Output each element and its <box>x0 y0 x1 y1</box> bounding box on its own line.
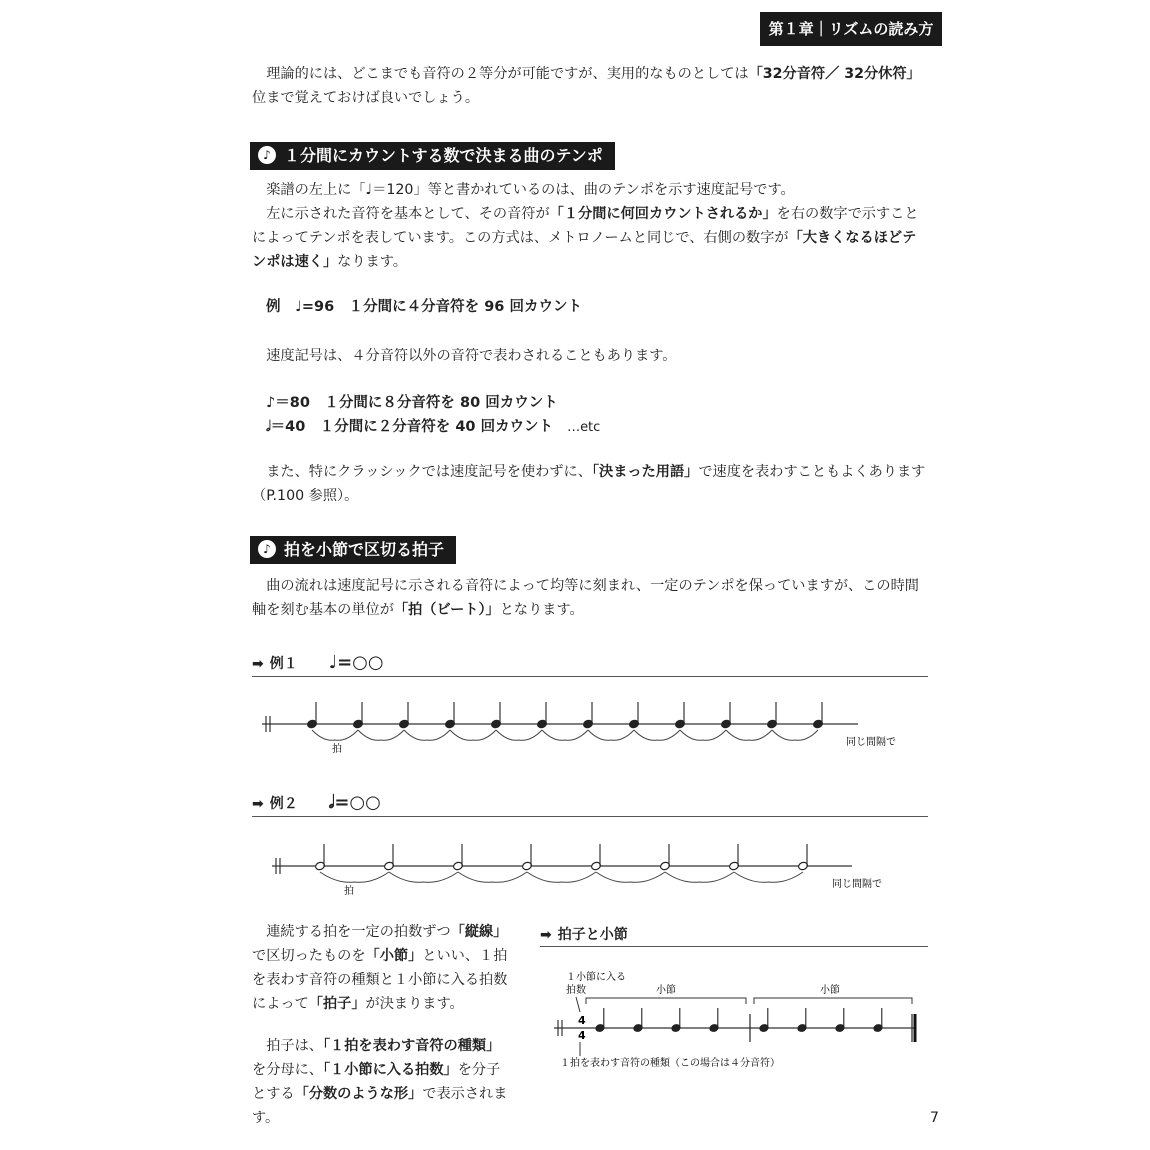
measure-label-2: 小節 <box>820 985 840 996</box>
intro-paragraph: 理論的には、どこまでも音符の２等分が可能ですが、実用的なものとしては「32分音符／ 32分休符」位まで覚えておけば良いでしょう。 <box>252 66 921 106</box>
time-signature-top: 4 <box>578 1014 586 1027</box>
pointer-line <box>576 997 580 1012</box>
tempo-paragraph-3: 速度記号は、４分音符以外の音符で表わされることもあります。 <box>266 348 677 364</box>
interval-label: 同じ間隔で <box>832 879 882 890</box>
measure-bracket <box>586 998 746 1004</box>
measure-paragraph: 連続する拍を一定の拍数ずつ「縦線」で区切ったものを「小節」といい、１拍を表わす音符の種類と１小節に入る拍数によって「拍子」が決まります。 <box>252 924 508 1012</box>
music-note-icon: ♪ <box>258 146 276 164</box>
example-1-label: ➡ 例１ ♩=○○ <box>252 652 384 673</box>
tempo-paragraph-2: 左に示された音符を基本として、その音符が「１分間に何回カウントされるか」を右の数字で示すことによってテンポを表しています。この方式は、メトロノームと同じで、右側の数字が「大きくなるほどテンポは速く」なります。 <box>252 206 919 270</box>
section-heading-meter: ♪ 拍を小節で区切る拍子 <box>250 536 456 564</box>
interval-label: 同じ間隔で <box>846 737 896 748</box>
arrow-right-icon: ➡ <box>252 796 264 812</box>
example-2-tempo: 𝅗𝅥=○○ <box>328 792 381 813</box>
beat-label: 拍 <box>332 744 342 755</box>
etc-note: …etc <box>567 420 601 435</box>
tempo-example-line: 例 ♩=96 １分間に４分音符を 96 回カウント <box>266 299 582 315</box>
arrow-right-icon: ➡ <box>540 927 552 943</box>
tempo-line-eighth: ♪＝80 １分間に８分音符を 80 回カウント <box>266 395 558 411</box>
note-type-label: １拍を表わす音符の種類（この場合は４分音符） <box>560 1058 780 1069</box>
tempo-paragraph-1: 楽譜の左上に「♩＝120」等と書かれているのは、曲のテンポを示す速度記号です。 <box>266 182 795 198</box>
example-1-tempo: ♩=○○ <box>328 652 384 673</box>
time-signature-bottom: 4 <box>578 1029 586 1042</box>
tempo-paragraph-4: また、特にクラッシックでは速度記号を使わずに、「決まった用語」で速度を表わすこともよくあります（P.100 参照）。 <box>252 464 926 504</box>
arrow-right-icon: ➡ <box>252 656 264 672</box>
meter-diagram-title: ➡ 拍子と小節 <box>540 927 628 943</box>
music-note-icon: ♪ <box>258 540 276 558</box>
tempo-line-half: 𝅗𝅥＝40 １分間に２分音符を 40 回カウント …etc <box>266 419 601 435</box>
beats-per-measure-label: １小節に入る <box>566 972 626 983</box>
time-signature-paragraph: 拍子は、「１拍を表わす音符の種類」を分母に、「１小節に入る拍数」を分子とする「分数のような形」で表示されます。 <box>252 1038 508 1126</box>
page-number: 7 <box>930 1110 939 1126</box>
chapter-tab: 第１章｜リズムの読み方 <box>760 12 942 46</box>
beats-per-measure-label-2: 拍数 <box>566 985 586 996</box>
example-2-label: ➡ 例２ 𝅗𝅥=○○ <box>252 792 381 813</box>
measure-label-1: 小節 <box>656 985 676 996</box>
section-heading-tempo: ♪ １分間にカウントする数で決まる曲のテンポ <box>250 142 615 170</box>
measure-bracket <box>754 998 912 1004</box>
beat-label: 拍 <box>344 886 354 897</box>
beat-paragraph: 曲の流れは速度記号に示される音符によって均等に刻まれ、一定のテンポを保っていますが、この時間軸を刻む基本の単位が「拍（ビート）」となります。 <box>252 578 919 618</box>
